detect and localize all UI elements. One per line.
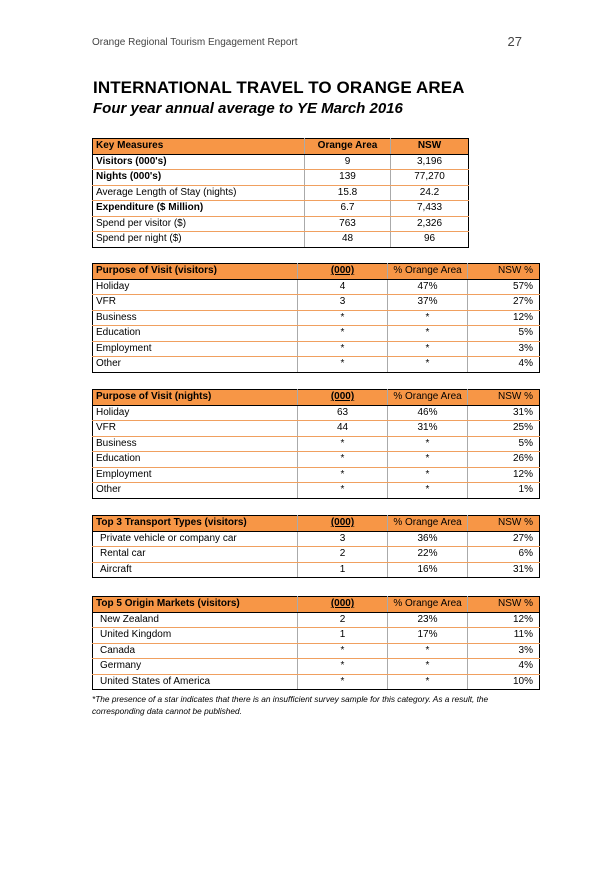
header-cell: % Orange Area	[388, 516, 468, 532]
nsw-pct-value: 27%	[468, 531, 540, 547]
count-value: *	[298, 643, 388, 659]
count-value: *	[298, 326, 388, 342]
purpose-nights-table	[92, 389, 540, 499]
count-value: *	[298, 357, 388, 373]
key-measures-table	[92, 138, 469, 248]
nsw-value: 7,433	[391, 201, 469, 217]
table-row	[93, 326, 540, 342]
nsw-pct-value: 25%	[468, 421, 540, 437]
count-value: 1	[298, 562, 388, 578]
header-cell: NSW %	[468, 390, 540, 406]
nsw-pct-value: 11%	[468, 628, 540, 644]
table-row	[93, 170, 469, 186]
orange-pct-value: *	[388, 341, 468, 357]
orange-pct-value: 23%	[388, 612, 468, 628]
table-row	[93, 421, 540, 437]
table-row	[93, 201, 469, 217]
row-label: Business	[93, 436, 298, 452]
nsw-pct-value: 4%	[468, 659, 540, 675]
header-cell: Key Measures	[93, 139, 305, 155]
row-label: Holiday	[93, 279, 298, 295]
orange-area-value: 763	[305, 216, 391, 232]
nsw-pct-value: 6%	[468, 547, 540, 563]
orange-pct-value: 47%	[388, 279, 468, 295]
table-header-row	[93, 139, 469, 155]
count-value: 4	[298, 279, 388, 295]
header-cell: Top 3 Transport Types (visitors)	[93, 516, 298, 532]
count-value: *	[298, 436, 388, 452]
table-row	[93, 674, 540, 690]
table-header-row	[93, 597, 540, 613]
table-row	[93, 216, 469, 232]
nsw-pct-value: 3%	[468, 643, 540, 659]
header-cell: (000)	[298, 390, 388, 406]
table-row	[93, 562, 540, 578]
count-value: *	[298, 483, 388, 499]
orange-pct-value: *	[388, 436, 468, 452]
row-label: Education	[93, 326, 298, 342]
nsw-pct-value: 5%	[468, 326, 540, 342]
orange-pct-value: *	[388, 659, 468, 675]
table-header-row	[93, 390, 540, 406]
page-number: 27	[507, 34, 522, 49]
orange-pct-value: 17%	[388, 628, 468, 644]
header-cell: % Orange Area	[388, 597, 468, 613]
header-cell: Top 5 Origin Markets (visitors)	[93, 597, 298, 613]
orange-pct-value: *	[388, 483, 468, 499]
row-label: Spend per night ($)	[93, 232, 305, 248]
orange-pct-value: 31%	[388, 421, 468, 437]
row-label: United Kingdom	[93, 628, 298, 644]
report-title: Orange Regional Tourism Engagement Report	[92, 37, 298, 48]
row-label: Expenditure ($ Million)	[93, 201, 305, 217]
row-label: Spend per visitor ($)	[93, 216, 305, 232]
nsw-pct-value: 5%	[468, 436, 540, 452]
count-value: 63	[298, 405, 388, 421]
nsw-value: 96	[391, 232, 469, 248]
origin-markets-table	[92, 596, 540, 690]
row-label: Employment	[93, 341, 298, 357]
nsw-value: 77,270	[391, 170, 469, 186]
row-label: New Zealand	[93, 612, 298, 628]
nsw-pct-value: 27%	[468, 295, 540, 311]
row-label: Nights (000's)	[93, 170, 305, 186]
orange-pct-value: *	[388, 674, 468, 690]
orange-pct-value: 46%	[388, 405, 468, 421]
header-cell: % Orange Area	[388, 390, 468, 406]
count-value: 3	[298, 295, 388, 311]
orange-pct-value: 22%	[388, 547, 468, 563]
row-label: United States of America	[93, 674, 298, 690]
header-cell: NSW	[391, 139, 469, 155]
row-label: VFR	[93, 421, 298, 437]
table-row	[93, 436, 540, 452]
table-header-row	[93, 516, 540, 532]
orange-pct-value: *	[388, 643, 468, 659]
count-value: *	[298, 310, 388, 326]
header-cell: % Orange Area	[388, 264, 468, 280]
table-row	[93, 628, 540, 644]
count-value: *	[298, 341, 388, 357]
nsw-value: 2,326	[391, 216, 469, 232]
row-label: Holiday	[93, 405, 298, 421]
row-label: Germany	[93, 659, 298, 675]
nsw-pct-value: 10%	[468, 674, 540, 690]
nsw-pct-value: 26%	[468, 452, 540, 468]
nsw-pct-value: 12%	[468, 467, 540, 483]
count-value: *	[298, 659, 388, 675]
table-row	[93, 467, 540, 483]
orange-area-value: 15.8	[305, 185, 391, 201]
nsw-pct-value: 57%	[468, 279, 540, 295]
row-label: Education	[93, 452, 298, 468]
nsw-pct-value: 31%	[468, 562, 540, 578]
table-row	[93, 612, 540, 628]
count-value: *	[298, 467, 388, 483]
table-row	[93, 547, 540, 563]
header-cell: Purpose of Visit (visitors)	[93, 264, 298, 280]
header-cell: NSW %	[468, 264, 540, 280]
table-row	[93, 185, 469, 201]
table-header-row	[93, 264, 540, 280]
table-row	[93, 279, 540, 295]
orange-pct-value: *	[388, 357, 468, 373]
table-row	[93, 357, 540, 373]
orange-pct-value: *	[388, 310, 468, 326]
count-value: 2	[298, 612, 388, 628]
header-cell: (000)	[298, 264, 388, 280]
header-cell: (000)	[298, 516, 388, 532]
table-row	[93, 659, 540, 675]
orange-pct-value: *	[388, 452, 468, 468]
nsw-pct-value: 12%	[468, 310, 540, 326]
orange-pct-value: *	[388, 467, 468, 483]
row-label: Visitors (000's)	[93, 154, 305, 170]
nsw-pct-value: 1%	[468, 483, 540, 499]
orange-pct-value: 37%	[388, 295, 468, 311]
orange-area-value: 6.7	[305, 201, 391, 217]
count-value: 2	[298, 547, 388, 563]
row-label: Average Length of Stay (nights)	[93, 185, 305, 201]
table-row	[93, 643, 540, 659]
count-value: 1	[298, 628, 388, 644]
header-cell: Orange Area	[305, 139, 391, 155]
nsw-pct-value: 3%	[468, 341, 540, 357]
transport-types-table	[92, 515, 540, 578]
orange-pct-value: 16%	[388, 562, 468, 578]
table-row	[93, 232, 469, 248]
row-label: Business	[93, 310, 298, 326]
nsw-value: 3,196	[391, 154, 469, 170]
nsw-value: 24.2	[391, 185, 469, 201]
count-value: 44	[298, 421, 388, 437]
footnote: *The presence of a star indicates that there is an insufficient survey sample for this category. As a result, the corresponding data cannot be published.	[92, 694, 489, 716]
row-label: Employment	[93, 467, 298, 483]
row-label: Other	[93, 357, 298, 373]
nsw-pct-value: 12%	[468, 612, 540, 628]
count-value: *	[298, 452, 388, 468]
row-label: VFR	[93, 295, 298, 311]
header-cell: NSW %	[468, 516, 540, 532]
count-value: *	[298, 674, 388, 690]
nsw-pct-value: 31%	[468, 405, 540, 421]
header-cell: NSW %	[468, 597, 540, 613]
row-label: Other	[93, 483, 298, 499]
table-row	[93, 154, 469, 170]
row-label: Private vehicle or company car	[93, 531, 298, 547]
table-row	[93, 310, 540, 326]
header-cell: (000)	[298, 597, 388, 613]
table-row	[93, 531, 540, 547]
header-cell: Purpose of Visit (nights)	[93, 390, 298, 406]
table-row	[93, 405, 540, 421]
page-title: INTERNATIONAL TRAVEL TO ORANGE AREA	[93, 78, 465, 97]
table-row	[93, 341, 540, 357]
orange-area-value: 48	[305, 232, 391, 248]
orange-area-value: 139	[305, 170, 391, 186]
table-row	[93, 452, 540, 468]
page-subtitle: Four year annual average to YE March 2016	[93, 100, 403, 117]
row-label: Rental car	[93, 547, 298, 563]
count-value: 3	[298, 531, 388, 547]
orange-pct-value: 36%	[388, 531, 468, 547]
nsw-pct-value: 4%	[468, 357, 540, 373]
purpose-visitors-table	[92, 263, 540, 373]
orange-pct-value: *	[388, 326, 468, 342]
row-label: Canada	[93, 643, 298, 659]
table-row	[93, 483, 540, 499]
table-row	[93, 295, 540, 311]
row-label: Aircraft	[93, 562, 298, 578]
orange-area-value: 9	[305, 154, 391, 170]
